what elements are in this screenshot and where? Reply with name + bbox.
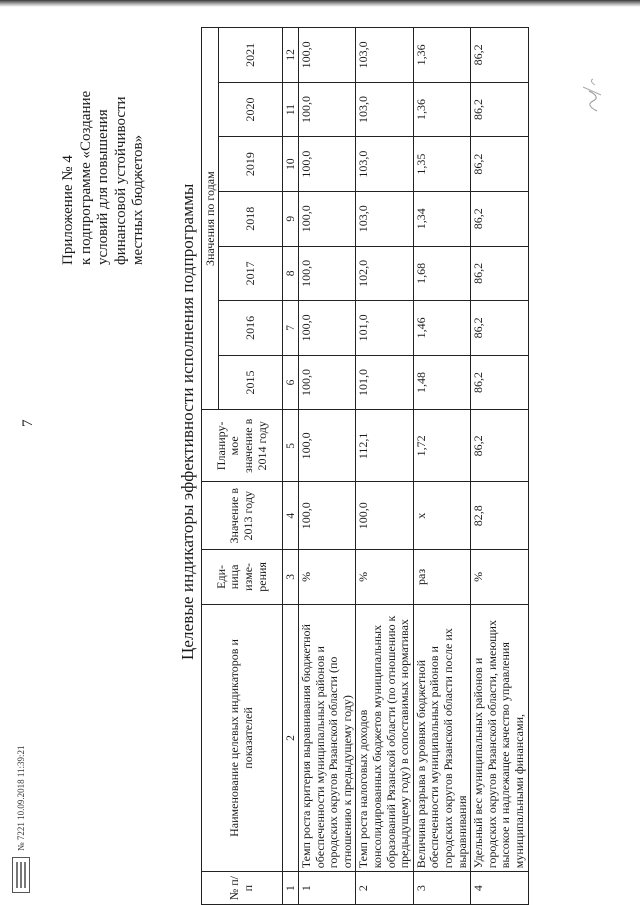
column-number: 5	[283, 410, 299, 482]
value-2020: 1,36	[413, 82, 470, 137]
value-2019: 100,0	[299, 137, 356, 192]
value-2016: 101,0	[356, 301, 413, 356]
header-year: 2018	[218, 191, 282, 246]
value-2020: 100,0	[299, 82, 356, 137]
indicator-name: Темп роста критерия выравнивания бюджетной обеспеченности муниципальных районов и городских округов Рязанской области (по отношению к предыдущему году)	[299, 604, 356, 872]
value-2017: 100,0	[299, 246, 356, 301]
value-2016: 1,46	[413, 301, 470, 356]
appendix-line: местных бюджетов»	[130, 134, 146, 265]
appendix-line: к подпрограмме «Создание	[77, 90, 94, 265]
column-number: 11	[283, 82, 299, 137]
indicator-unit: раз	[413, 550, 470, 605]
header-year: 2017	[218, 246, 282, 301]
value-2019: 103,0	[356, 137, 413, 192]
value-2013: х	[413, 482, 470, 550]
value-2020: 103,0	[356, 82, 413, 137]
table-row	[299, 28, 356, 905]
header-year: 2021	[218, 28, 282, 83]
header-years-group: Значения по годам	[202, 28, 219, 410]
value-2020: 86,2	[471, 82, 528, 137]
plan-2014: 1,72	[413, 410, 470, 482]
value-2019: 86,2	[471, 137, 528, 192]
column-number: 8	[283, 246, 299, 301]
value-2021: 86,2	[471, 28, 528, 83]
column-number: 2	[283, 604, 299, 872]
page-number: 7	[20, 419, 36, 427]
row-number: 2	[356, 872, 413, 905]
header-year: 2016	[218, 301, 282, 356]
row-number: 1	[299, 872, 356, 905]
value-2021: 100,0	[299, 28, 356, 83]
row-number: 4	[471, 872, 528, 905]
value-2021: 1,36	[413, 28, 470, 83]
header-num: № п/п	[202, 872, 283, 905]
header-name: Наименование целевых индикаторов и показателей	[202, 604, 283, 872]
header-year: 2019	[218, 137, 282, 192]
value-2013: 100,0	[299, 482, 356, 550]
indicator-unit: %	[471, 550, 528, 605]
plan-2014: 112,1	[356, 410, 413, 482]
value-2019: 1,35	[413, 137, 470, 192]
value-2017: 1,68	[413, 246, 470, 301]
table-row	[471, 28, 528, 905]
value-2021: 103,0	[356, 28, 413, 83]
table-row	[356, 28, 413, 905]
stamp-text: № 7221 10.09.2018 11:39:21	[16, 745, 26, 851]
indicators-table	[201, 27, 529, 905]
appendix-line: финансовой устойчивости	[112, 96, 129, 265]
column-number: 7	[283, 301, 299, 356]
column-number: 3	[283, 550, 299, 605]
value-2018: 1,34	[413, 191, 470, 246]
header-value-2013: Значение в 2013 году	[202, 482, 283, 550]
barcode-icon	[12, 857, 30, 893]
value-2015: 101,0	[356, 355, 413, 410]
column-number: 12	[283, 28, 299, 83]
column-number: 10	[283, 137, 299, 192]
appendix-caption	[60, 35, 148, 265]
indicator-name: Удельный вес муниципальных районов и городских округов Рязанской области, имеющих высокое и надлежащее качество управления муниципальными финансами,	[471, 604, 528, 872]
column-number: 4	[283, 482, 299, 550]
value-2015: 100,0	[299, 355, 356, 410]
appendix-line: условий для повышения	[95, 109, 111, 265]
column-number: 9	[283, 191, 299, 246]
header-plan-2014: Планиру-мое значение в 2014 году	[202, 410, 283, 482]
value-2018: 100,0	[299, 191, 356, 246]
value-2015: 86,2	[471, 355, 528, 410]
value-2015: 1,48	[413, 355, 470, 410]
header-year: 2020	[218, 82, 282, 137]
document-title: Целевые индикаторы эффективности исполнения подпрограммы	[178, 183, 197, 660]
indicator-unit: %	[356, 550, 413, 605]
value-2018: 86,2	[471, 191, 528, 246]
header-unit: Еди-ница изме-рения	[202, 550, 283, 605]
value-2013: 82,8	[471, 482, 528, 550]
indicator-name: Величина разрыва в уровнях бюджетной обеспеченности муниципальных районов и городских округов Рязанской области после их выравнивания	[413, 604, 470, 872]
column-number: 1	[283, 872, 299, 905]
value-2013: 100,0	[356, 482, 413, 550]
handwritten-mark-icon	[575, 75, 605, 115]
indicator-unit: %	[299, 550, 356, 605]
value-2017: 86,2	[471, 246, 528, 301]
column-number: 6	[283, 355, 299, 410]
row-number: 3	[413, 872, 470, 905]
plan-2014: 86,2	[471, 410, 528, 482]
value-2016: 100,0	[299, 301, 356, 356]
registration-stamp	[12, 745, 30, 893]
value-2017: 102,0	[356, 246, 413, 301]
appendix-line: Приложение № 4	[60, 155, 76, 265]
table-row	[413, 28, 470, 905]
header-year: 2015	[218, 355, 282, 410]
value-2018: 103,0	[356, 191, 413, 246]
indicator-name: Темп роста налоговых доходов консолидированных бюджетов муниципальных образований Рязанской области (по отношению к предыдущему году) в сопоставимых нормативах	[356, 604, 413, 872]
plan-2014: 100,0	[299, 410, 356, 482]
value-2016: 86,2	[471, 301, 528, 356]
